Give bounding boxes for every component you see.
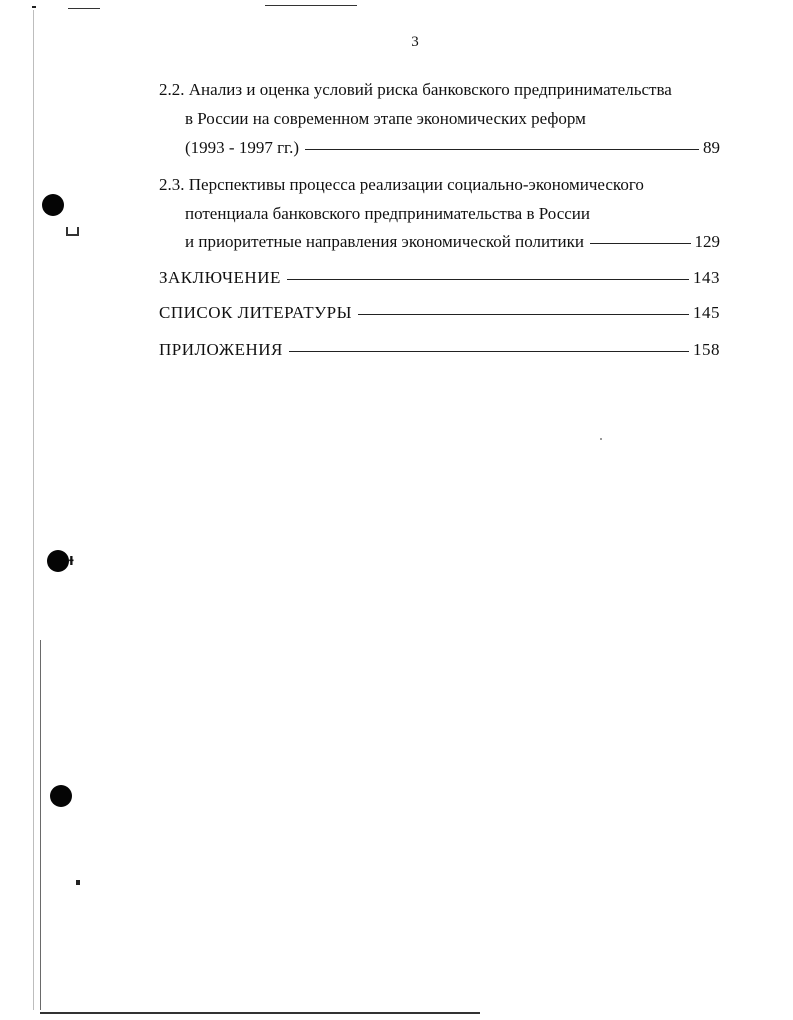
toc-entry-2-2-line2: в России на современном этапе экономических реформ xyxy=(185,109,586,128)
toc-entry-2-2-line3 xyxy=(185,138,720,158)
toc-entry-text: (1993 - 1997 гг.) xyxy=(185,138,300,157)
toc-entry-conclusion xyxy=(159,268,720,288)
page-number: 3 xyxy=(411,34,419,50)
toc-page-number: 145 xyxy=(693,303,720,322)
toc-entry-2-3-line2: потенциала банковского предпринимательства в России xyxy=(185,204,590,223)
scan-mark xyxy=(66,227,79,236)
toc-entry-appendices xyxy=(159,340,720,360)
toc-leader xyxy=(289,351,689,352)
toc-entry-2-2-line1: 2.2. Анализ и оценка условий риска банковского предпринимательства xyxy=(159,80,672,99)
scan-border xyxy=(33,10,34,1010)
scan-mark xyxy=(76,880,80,885)
punch-hole xyxy=(42,194,64,216)
toc-entry-2-3-line1: 2.3. Перспективы процесса реализации социально-экономического xyxy=(159,175,644,194)
toc-entry-references xyxy=(159,303,720,323)
scan-artifact xyxy=(32,6,36,8)
toc-page-number: 158 xyxy=(693,340,720,359)
toc-leader xyxy=(287,279,689,280)
scan-artifact xyxy=(265,5,357,6)
toc-entry-2-3-line3 xyxy=(185,232,720,252)
scan-border xyxy=(40,1012,480,1014)
toc-page-number: 129 xyxy=(694,232,720,251)
toc-entry-text: СПИСОК ЛИТЕРАТУРЫ xyxy=(159,303,352,322)
scan-artifact xyxy=(68,8,100,9)
toc-leader xyxy=(358,314,689,315)
toc-entry-text: ЗАКЛЮЧЕНИЕ xyxy=(159,268,281,287)
scan-mark: ᵼ xyxy=(69,550,74,570)
toc-page-number: 143 xyxy=(693,268,720,287)
punch-hole xyxy=(47,550,69,572)
scan-border xyxy=(40,640,41,1010)
punch-hole xyxy=(50,785,72,807)
toc-leader xyxy=(590,243,691,244)
toc-entry-text: ПРИЛОЖЕНИЯ xyxy=(159,340,283,359)
toc-leader xyxy=(305,149,699,150)
scan-artifact xyxy=(600,438,602,440)
toc-page-number: 89 xyxy=(703,138,720,157)
toc-entry-text: и приоритетные направления экономической политики xyxy=(185,232,584,251)
